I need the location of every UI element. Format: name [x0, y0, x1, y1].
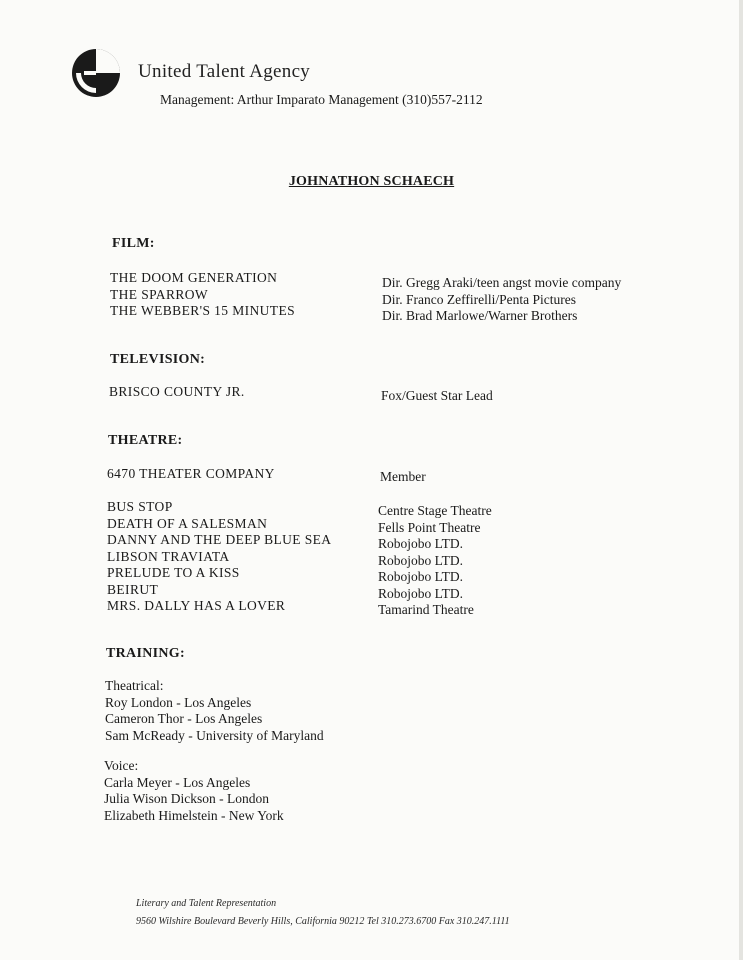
theatre-title: PRELUDE TO A KISS [107, 565, 240, 580]
theatre-title: BUS STOP [107, 499, 173, 514]
training-theatrical-label: Theatrical: [105, 678, 164, 693]
agency-name: United Talent Agency [138, 61, 311, 82]
film-credit: Dir. Brad Marlowe/Warner Brothers [382, 308, 578, 323]
film-heading: FILM: [112, 236, 155, 251]
film-credit: Dir. Franco Zeffirelli/Penta Pictures [382, 291, 576, 307]
theatre-venue: Robojobo LTD. [378, 552, 464, 568]
theatre-title: LIBSON TRAVIATA [107, 548, 230, 564]
training-teacher: Carla Meyer - Los Angeles [104, 774, 251, 790]
footer-address: 9560 Wilshire Boulevard Beverly Hills, California 90212 Tel 310.273.6700 Fax 310.247.1111 [136, 916, 510, 927]
television-credits [381, 388, 493, 405]
page-title: JOHNATHON SCHAECH [288, 174, 455, 189]
film-credits [382, 275, 621, 325]
theatre-venue: Robojobo LTD. [378, 585, 464, 601]
page-edge [739, 0, 743, 960]
training-teacher: Cameron Thor - Los Angeles [105, 711, 263, 726]
television-titles [109, 384, 245, 401]
television-credit: Fox/Guest Star Lead [381, 388, 493, 403]
training-teacher: Roy London - Los Angeles [105, 694, 252, 710]
uta-logo-icon [71, 48, 121, 98]
film-credit: Dir. Gregg Araki/teen angst movie company [382, 275, 622, 290]
theatre-title: BEIRUT [107, 581, 159, 597]
training-heading: TRAINING: [106, 646, 185, 661]
management-line: Management: Arthur Imparato Management (310)557-2112 [160, 92, 483, 107]
theatre-venue: Centre Stage Theatre [378, 503, 492, 518]
training-teacher: Elizabeth Himelstein - New York [104, 807, 284, 823]
film-title: THE DOOM GENERATION [110, 270, 278, 285]
training-teacher: Julia Wison Dickson - London [104, 791, 269, 806]
film-titles [110, 270, 295, 320]
theatre-venue: Tamarind Theatre [378, 602, 474, 617]
theatre-company-role-text: Member [380, 469, 426, 484]
theatre-titles [107, 499, 331, 615]
theatre-venue: Robojobo LTD. [378, 536, 464, 551]
theatre-venue: Fells Point Theatre [378, 519, 481, 535]
film-title: THE WEBBER'S 15 MINUTES [110, 303, 296, 318]
training-voice-label: Voice: [104, 758, 139, 773]
footer-tagline: Literary and Talent Representation [136, 898, 277, 909]
theatre-company-name: 6470 THEATER COMPANY [107, 466, 275, 481]
theatre-company [107, 466, 275, 483]
theatre-company-role [380, 469, 426, 486]
training-voice [104, 758, 284, 824]
training-teacher: Sam McReady - University of Maryland [105, 727, 324, 743]
theatre-title: DANNY AND THE DEEP BLUE SEA [107, 532, 332, 547]
theatre-venue: Robojobo LTD. [378, 569, 464, 584]
theatre-venues [378, 503, 492, 619]
television-heading: TELEVISION: [110, 352, 206, 367]
theatre-title: MRS. DALLY HAS A LOVER [107, 598, 286, 613]
theatre-title: DEATH OF A SALESMAN [107, 515, 268, 531]
television-title: BRISCO COUNTY JR. [109, 384, 245, 399]
training-theatrical [105, 678, 324, 744]
theatre-heading: THEATRE: [108, 433, 183, 448]
film-title: THE SPARROW [110, 286, 209, 302]
